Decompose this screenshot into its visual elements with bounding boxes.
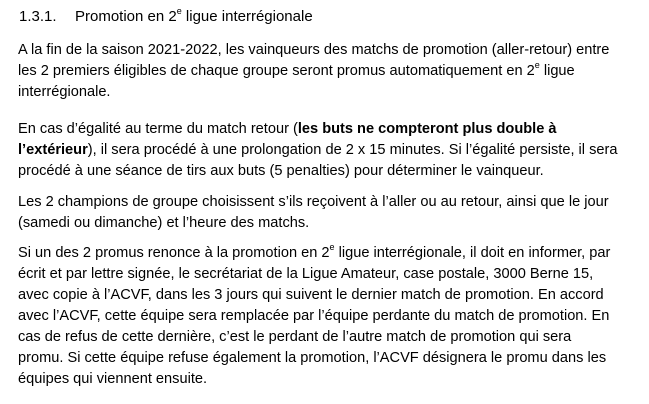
paragraph-2-line-1 [18, 119, 557, 139]
paragraph-2-line-2 [18, 140, 618, 160]
paragraph-4-line-3: avec copie à l’ACVF, dans les 3 jours qui suivent le dernier match de promotion. En accord [18, 287, 604, 303]
text: Si un des 2 promus renonce à la promotion en 2 [18, 245, 330, 261]
section-title-text: Promotion en 2 [75, 8, 177, 25]
text: ), il sera procédé à une prolongation de 2 x 15 minutes. Si l’égalité persiste, il sera [87, 142, 618, 158]
paragraph-4-line-7: équipes qui viennent ensuite. [18, 371, 208, 387]
section-title [75, 8, 313, 25]
text: ligue interrégionale, il doit en informer, par [334, 245, 611, 261]
text: les 2 premiers éligibles de chaque groupe seront promus automatiquement en 2 [18, 63, 535, 79]
paragraph-4-line-5: cas de refus de cette dernière, c’est le perdant de l’autre match de promotion qui sera [18, 329, 572, 345]
paragraph-4-line-1 [18, 243, 610, 263]
bold-text: l’extérieur [18, 142, 88, 158]
paragraph-1-line-1: A la fin de la saison 2021-2022, les vainqueurs des matchs de promotion (aller-retour) entre [18, 42, 610, 58]
text: En cas d’égalité au terme du match retour ( [18, 121, 298, 137]
superscript: e [329, 242, 335, 253]
section-title-text-end: ligue interrégionale [181, 8, 313, 25]
superscript: e [176, 6, 182, 16]
paragraph-3-line-2: (samedi ou dimanche) et l’heure des matchs. [18, 215, 310, 231]
bold-text: les buts ne compteront plus double à [297, 121, 557, 137]
paragraph-2-line-3: procédé à une séance de tirs aux buts (5 penalties) pour déterminer le vainqueur. [18, 163, 544, 179]
text: ligue [539, 63, 575, 79]
section-number: 1.3.1. [19, 8, 57, 25]
superscript: e [534, 60, 540, 71]
section-heading [19, 6, 313, 28]
paragraph-3-line-1: Les 2 champions de groupe choisissent s’ils reçoivent à l’aller ou au retour, ainsi que le jour [18, 194, 609, 210]
paragraph-4-line-6: promu. Si cette équipe refuse également la promotion, l’ACVF désignera le promu dans les [18, 350, 607, 366]
paragraph-1-line-3: interrégionale. [18, 84, 111, 100]
paragraph-4-line-4: avec l’ACVF, cette équipe sera remplacée par l’équipe perdante du match de promotion. En [18, 308, 610, 324]
paragraph-1-line-2 [18, 61, 575, 81]
paragraph-4-line-2: écrit et par lettre signée, le secrétariat de la Ligue Amateur, case postale, 3000 Berne 15, [18, 266, 594, 282]
